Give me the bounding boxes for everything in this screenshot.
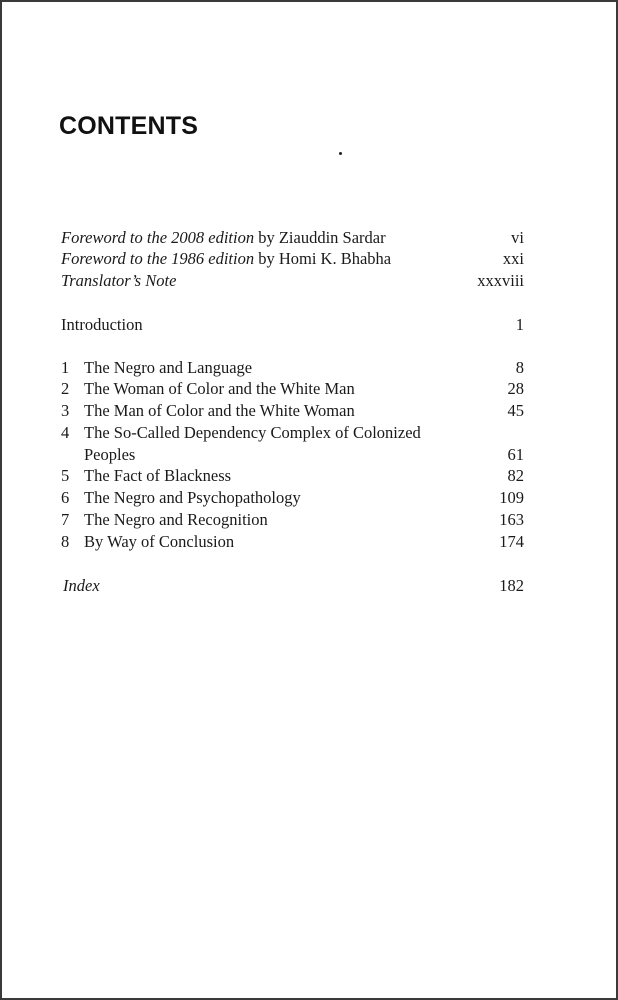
entry-author: by Ziauddin Sardar [254,228,386,247]
page-number: 163 [499,510,524,529]
page-number: 28 [507,379,524,398]
entry-title: Index [63,576,100,595]
chapter-title: The Fact of Blackness [84,466,232,485]
entry-title: Translator’s Note [61,271,177,290]
toc-entry-foreword-2008[interactable] [61,227,524,249]
toc-chapter-8[interactable] [61,531,524,553]
toc-chapter-7[interactable] [61,509,524,531]
chapter-number: 5 [61,466,70,485]
page-title: CONTENTS [59,112,199,140]
chapter-title: The Man of Color and the White Woman [84,401,355,420]
chapter-title-continuation: Peoples [84,445,136,464]
toc-chapter-2[interactable] [61,378,524,400]
chapter-title: The Woman of Color and the White Man [84,379,355,398]
page-number: 109 [499,488,524,507]
page-number: 61 [507,445,524,464]
chapter-number: 7 [61,510,70,529]
page-number: 1 [515,315,524,334]
chapter-number: 3 [61,401,70,420]
chapter-title: The Negro and Recognition [84,510,268,529]
page-number: xxi [502,249,524,268]
page-number: 8 [515,358,524,377]
toc-chapter-3[interactable] [61,400,524,422]
chapter-number: 6 [61,488,70,507]
toc-chapter-5[interactable] [61,465,524,487]
toc-chapter-4-continued[interactable] [61,444,524,466]
toc-chapter-6[interactable] [61,487,524,509]
stray-mark [339,152,342,155]
page-number: 174 [499,532,524,551]
page-number: xxxviii [477,271,524,290]
chapter-title: By Way of Conclusion [84,532,235,551]
toc-chapter-4[interactable] [61,422,524,444]
page-number: 182 [499,576,524,595]
chapter-number: 4 [61,423,70,442]
toc-entry-index[interactable] [61,575,524,597]
page-number: vi [511,228,524,247]
toc-entry-translators-note[interactable] [61,270,524,292]
toc-entry-introduction[interactable] [61,314,524,336]
chapter-number: 1 [61,358,70,377]
toc-chapter-1[interactable] [61,357,524,379]
entry-title: Introduction [61,315,143,334]
page-number: 45 [507,401,524,420]
chapter-title: The So-Called Dependency Complex of Colonized [84,423,421,442]
chapter-number: 2 [61,379,70,398]
chapter-title: The Negro and Language [84,358,253,377]
page-number: 82 [507,466,524,485]
toc-entry-foreword-1986[interactable] [61,248,524,270]
entry-author: by Homi K. Bhabha [254,249,392,268]
chapter-title: The Negro and Psychopathology [84,488,301,507]
chapter-number: 8 [61,532,70,551]
entry-title: Foreword to the 1986 edition [61,249,255,268]
entry-title: Foreword to the 2008 edition [61,228,255,247]
